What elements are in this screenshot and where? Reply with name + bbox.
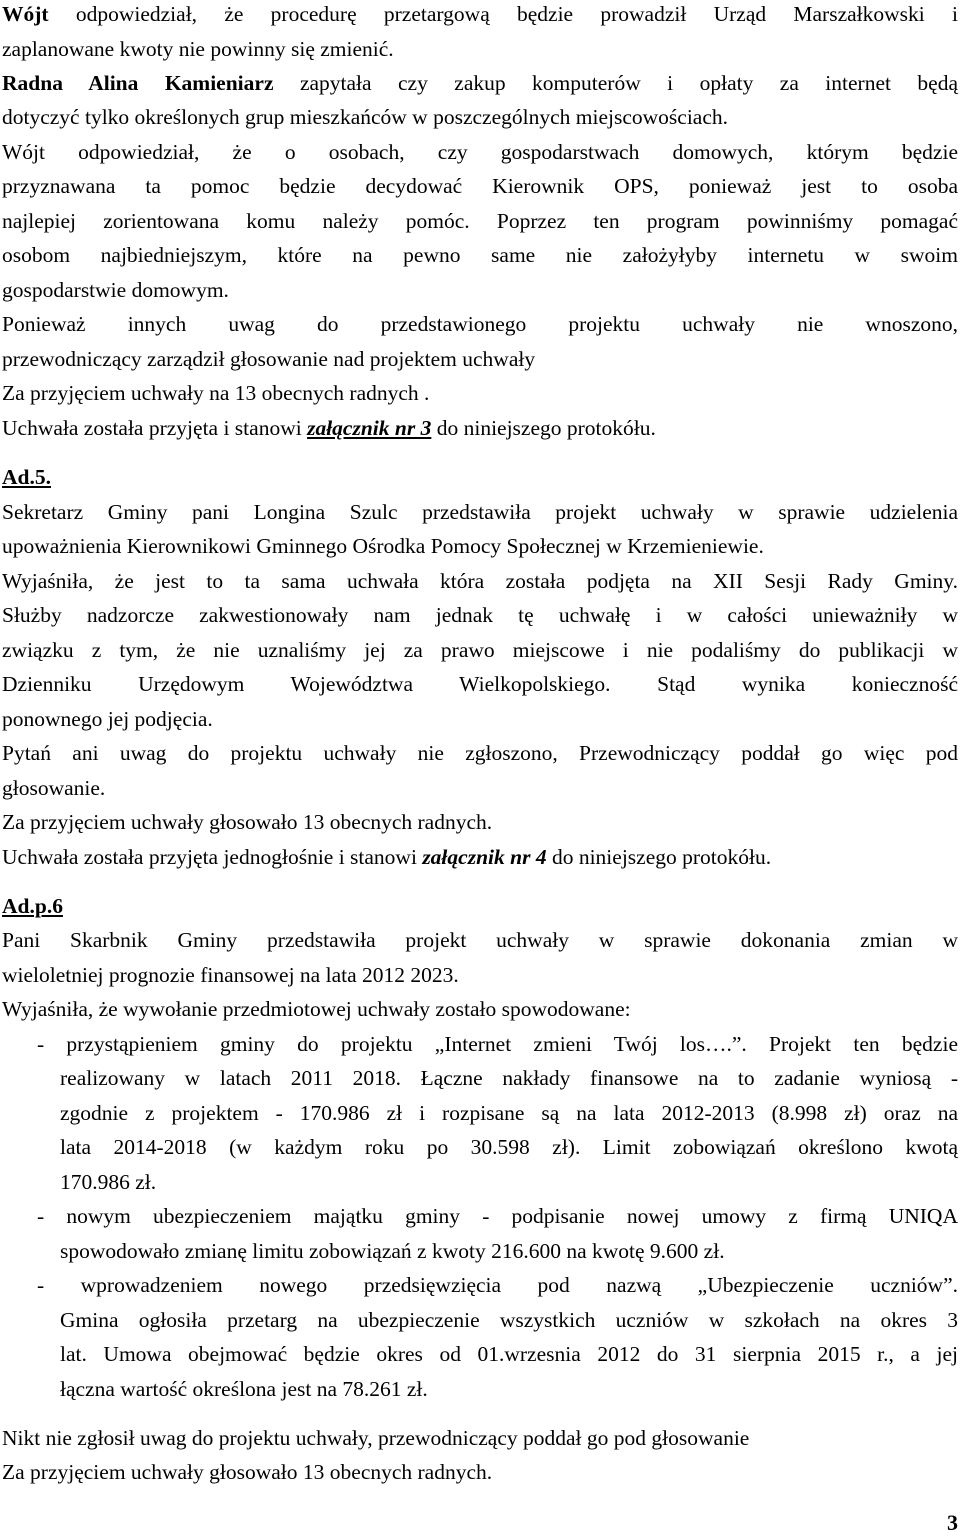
list-item-continuation: 170.986 zł.	[60, 1170, 157, 1194]
attachment-reference: załącznik nr 3	[307, 416, 432, 440]
list-item: - przystąpieniem gminy do projektu „Internet zmieni Twój los….”. Projekt ten będzie	[37, 1032, 958, 1056]
text-line: przyznawana ta pomoc będzie decydować Kierownik OPS, ponieważ jest to osoba	[2, 174, 958, 198]
text-line: Radna Alina Kamieniarz zapytała czy zakup komputerów i opłaty za internet będą	[2, 71, 959, 95]
text-line: upoważnienia Kierownikowi Gminnego Ośrodka Pomocy Społecznej w Krzemieniewie.	[2, 534, 764, 558]
text-line: Za przyjęciem uchwały głosowało 13 obecnych radnych.	[2, 1460, 493, 1484]
text-line: Wyjaśniła, że wywołanie przedmiotowej uchwały zostało spowodowane:	[2, 997, 631, 1021]
text-line: Wyjaśniła, że jest to ta sama uchwała która została podjęta na XII Sesji Rady Gminy.	[2, 569, 958, 593]
text-line: Uchwała została przyjęta jednogłośnie i stanowi załącznik nr 4 do niniejszego protokółu.	[2, 845, 772, 869]
text-line: gospodarstwie domowym.	[2, 278, 229, 302]
text-line: Nikt nie zgłosił uwag do projektu uchwały, przewodniczący poddał go pod głosowanie	[2, 1426, 750, 1450]
text-line: Ponieważ innych uwag do przedstawionego projektu uchwały nie wnoszono,	[2, 312, 958, 336]
list-item-continuation: Gmina ogłosiła przetarg na ubezpieczenie wszystkich uczniów w szkołach na okres 3	[60, 1308, 958, 1332]
attachment-reference: załącznik nr 4	[422, 845, 547, 869]
text-line: zaplanowane kwoty nie powinny się zmienić.	[2, 37, 394, 61]
text-line: Pani Skarbnik Gminy przedstawiła projekt uchwały w sprawie dokonania zmian w	[2, 928, 958, 952]
list-item-continuation: realizowany w latach 2011 2018. Łączne nakłady finansowe na to zadanie wyniosą -	[60, 1066, 958, 1090]
list-item: - nowym ubezpieczeniem majątku gminy - podpisanie nowej umowy z firmą UNIQA	[37, 1204, 958, 1228]
text-line: Za przyjęciem uchwały głosowało 13 obecnych radnych.	[2, 810, 493, 834]
text-line: Sekretarz Gminy pani Longina Szulc przedstawiła projekt uchwały w sprawie udzielenia	[2, 500, 958, 524]
list-item-continuation: spowodowało zmianę limitu zobowiązań z kwoty 216.600 na kwotę 9.600 zł.	[60, 1239, 725, 1263]
text-line: Wójt odpowiedział, że o osobach, czy gospodarstwach domowych, którym będzie	[2, 140, 958, 164]
text-line: Wójt odpowiedział, że procedurę przetargową będzie prowadził Urząd Marszałkowski i	[2, 2, 958, 26]
list-item-continuation: zgodnie z projektem - 170.986 zł i rozpisane są na lata 2012-2013 (8.998 zł) oraz na	[60, 1101, 958, 1125]
text-line: ponownego jej podjęcia.	[2, 707, 213, 731]
list-item-continuation: lata 2014-2018 (w każdym roku po 30.598 zł). Limit zobowiązań określono kwotą	[60, 1135, 958, 1159]
text-line: wieloletniej prognozie finansowej na lata 2012 2023.	[2, 963, 459, 987]
section-heading: Ad.5.	[2, 465, 51, 489]
text-line: Uchwała została przyjęta i stanowi załącznik nr 3 do niniejszego protokółu.	[2, 416, 656, 440]
text-line: Służby nadzorcze zakwestionowały nam jednak tę uchwałę i w całości unieważniły w	[2, 603, 958, 627]
text-line: przewodniczący zarządził głosowanie nad projektem uchwały	[2, 347, 536, 371]
text-line: Za przyjęciem uchwały na 13 obecnych radnych .	[2, 381, 430, 405]
list-item: - wprowadzeniem nowego przedsięwzięcia pod nazwą „Ubezpieczenie uczniów”.	[37, 1273, 958, 1297]
text-line: najlepiej zorientowana komu należy pomóc. Poprzez ten program powinniśmy pomagać	[2, 209, 958, 233]
text-line: dotyczyć tylko określonych grup mieszkańców w poszczególnych miejscowościach.	[2, 105, 729, 129]
text-line: Dzienniku Urzędowym Województwa Wielkopolskiego. Stąd wynika konieczność	[2, 672, 958, 696]
list-item-continuation: łączna wartość określona jest na 78.261 zł.	[60, 1377, 428, 1401]
section-heading: Ad.p.6	[2, 894, 63, 918]
text-line: związku z tym, że nie uznaliśmy jej za prawo miejscowe i nie podaliśmy do publikacji w	[2, 638, 958, 662]
text-line: głosowanie.	[2, 776, 106, 800]
text-line: Pytań ani uwag do projektu uchwały nie zgłoszono, Przewodniczący poddał go więc pod	[2, 741, 958, 765]
list-item-continuation: lat. Umowa obejmować będzie okres od 01.wrzesnia 2012 do 31 sierpnia 2015 r., a jej	[60, 1342, 958, 1366]
text-line: osobom najbiedniejszym, które na pewno same nie założyłyby internetu w swoim	[2, 243, 958, 267]
page-number: 3	[947, 1510, 958, 1535]
